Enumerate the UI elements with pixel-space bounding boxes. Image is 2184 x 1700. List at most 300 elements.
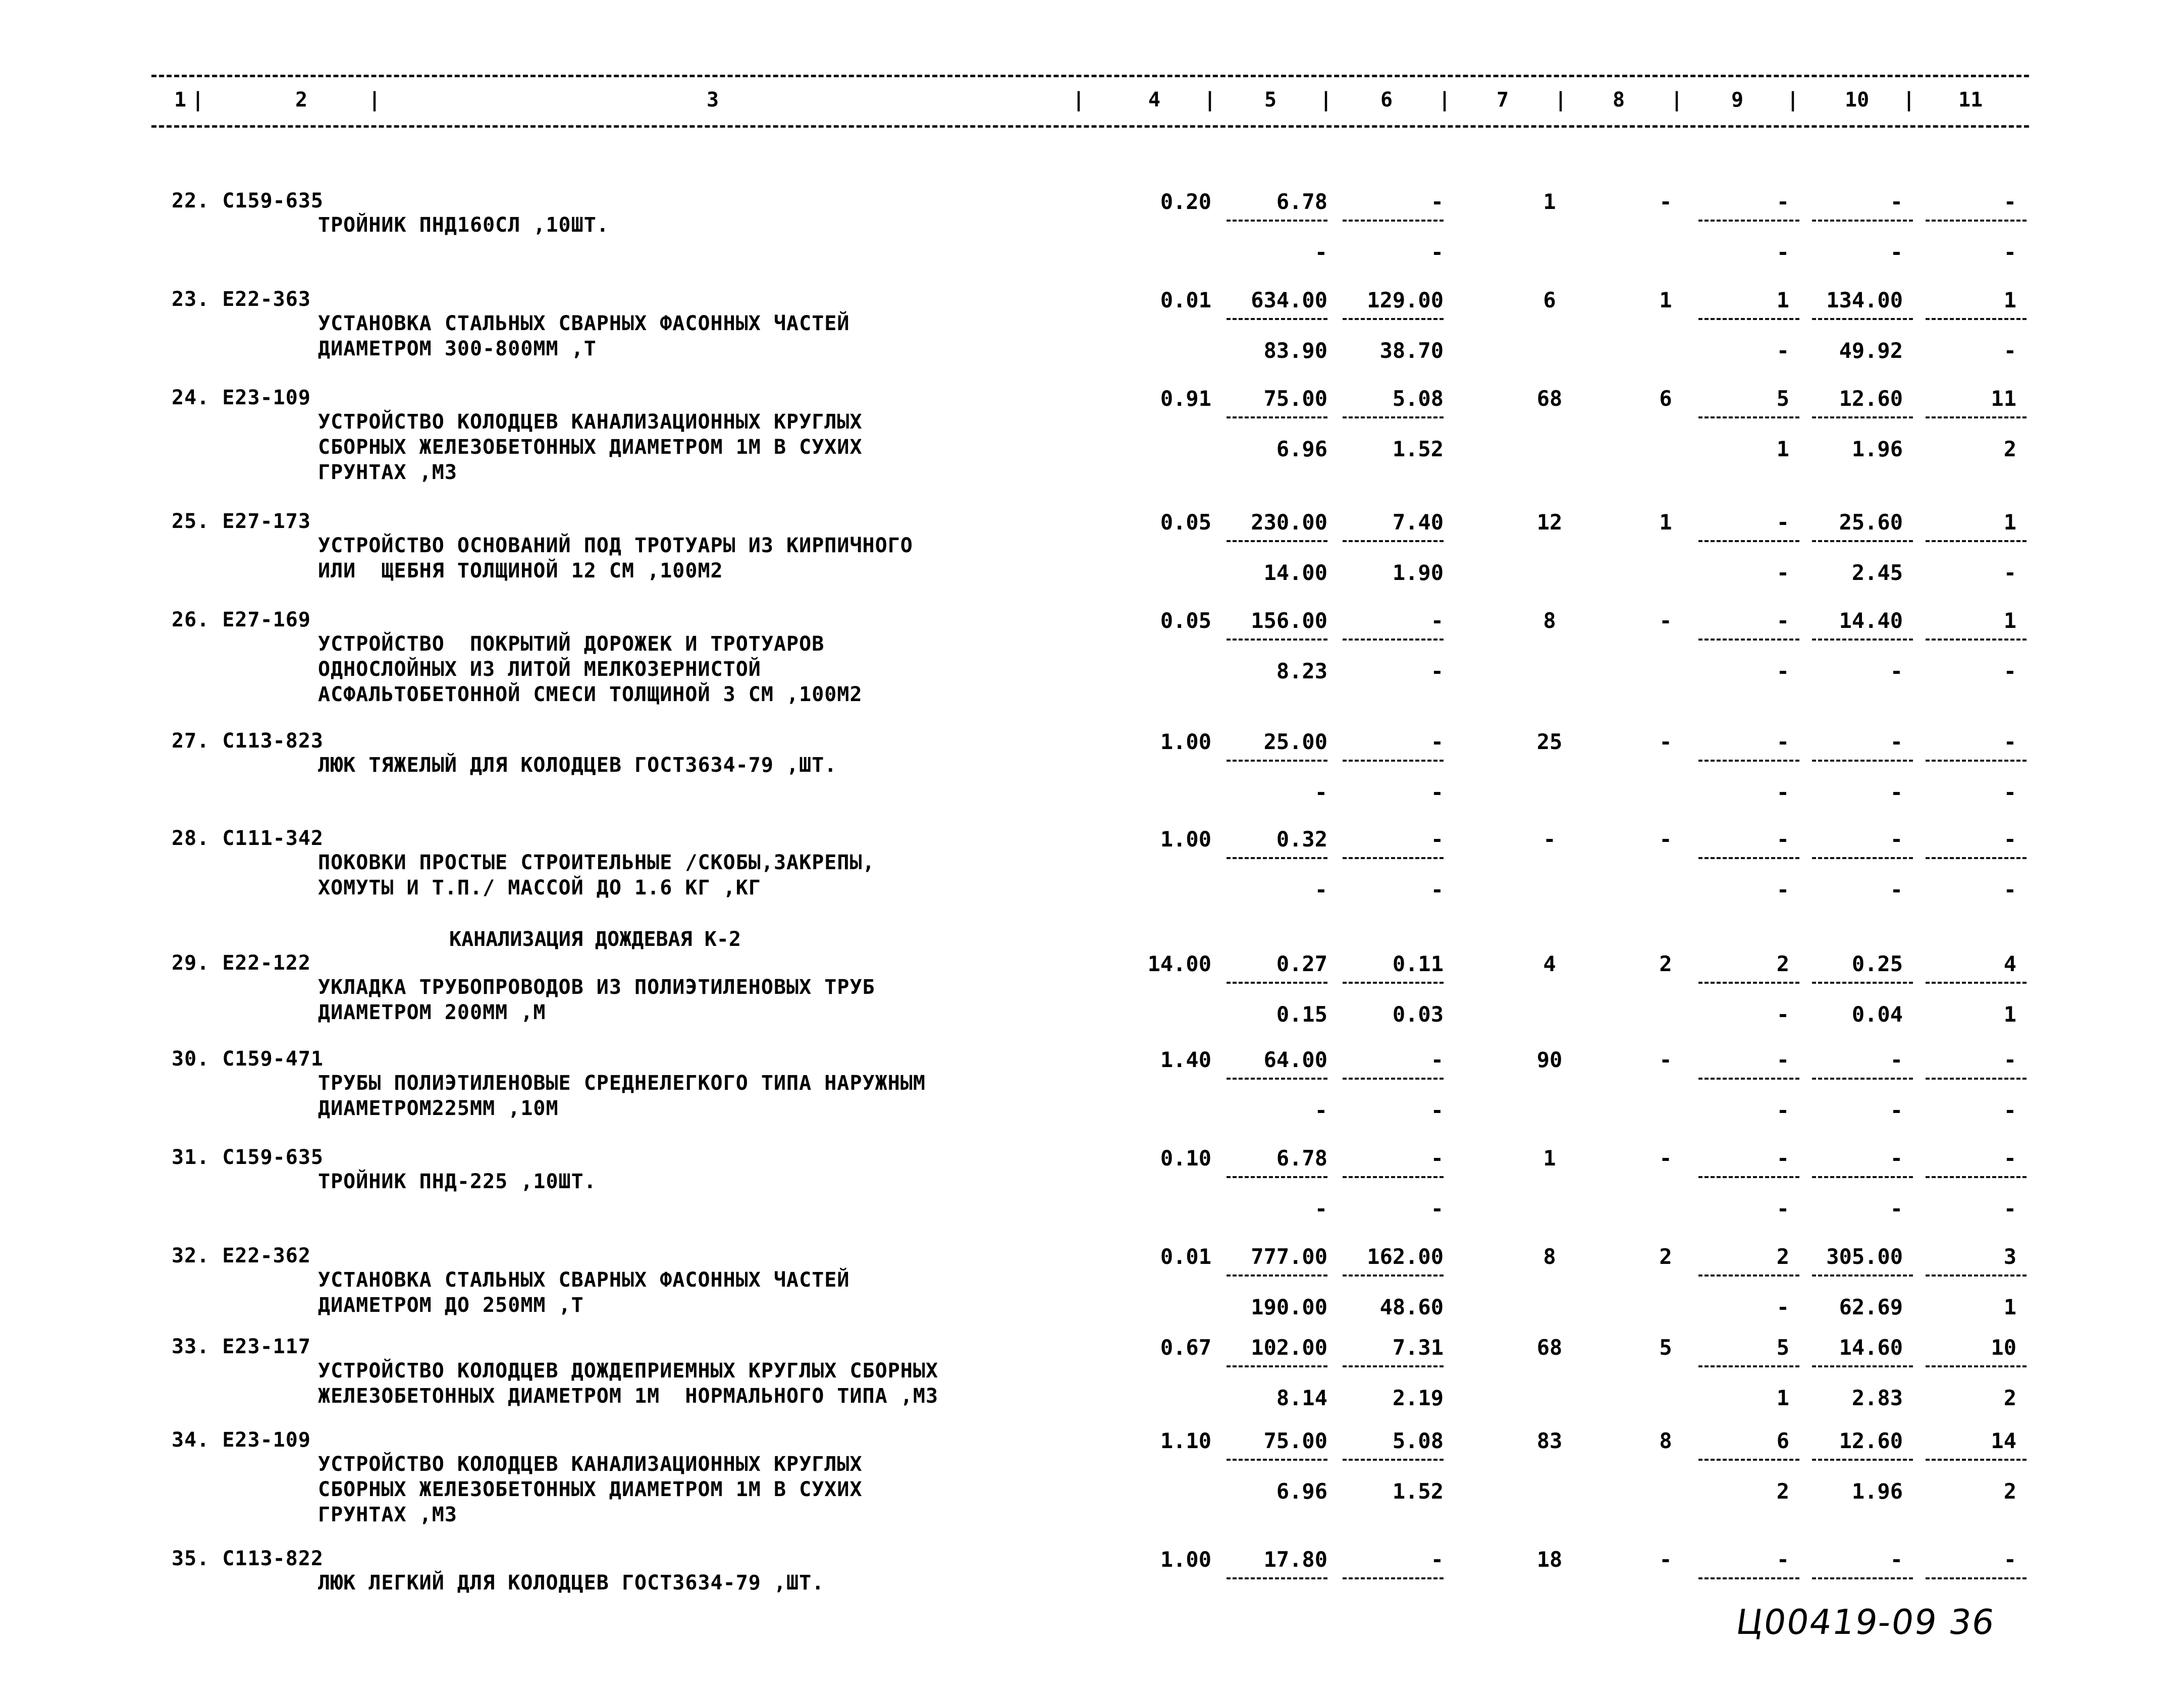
- subtotal-rule: [1227, 1176, 1327, 1178]
- col-11-value: 11: [1991, 386, 2016, 411]
- quantity: 0.91: [1160, 386, 1211, 411]
- col-9-sub: -: [1776, 780, 1789, 805]
- quantity: 1.00: [1160, 729, 1211, 754]
- subtotal-rule: [1812, 760, 1913, 762]
- column-header-7: 7: [1497, 88, 1509, 112]
- subtotal-rule: [1698, 982, 1799, 984]
- unit-price: 102.00: [1251, 1335, 1327, 1360]
- quantity: 0.01: [1160, 288, 1211, 312]
- col-11-sub: -: [2003, 659, 2016, 683]
- column-header-6: 6: [1380, 88, 1393, 112]
- col-11-value: 1: [2003, 510, 2016, 535]
- column-separator: |: [1320, 88, 1333, 112]
- col-11-value: -: [2003, 189, 2016, 214]
- record-description: УСТАНОВКА СТАЛЬНЫХ СВАРНЫХ ФАСОННЫХ ЧАСТЕЙ: [318, 312, 850, 335]
- col-10-sub: -: [1890, 1196, 1903, 1221]
- record-code: 34. Е23-109: [172, 1428, 311, 1452]
- col-11-value: 10: [1991, 1335, 2016, 1360]
- col-7-value: -: [1543, 827, 1556, 852]
- col-10-sub: -: [1890, 1098, 1903, 1123]
- col-10-sub: 2.83: [1851, 1386, 1903, 1410]
- col-7-value: 6: [1543, 288, 1556, 312]
- col-8-value: 2: [1659, 1244, 1672, 1269]
- record-description: ЛЮК ЛЕГКИЙ ДЛЯ КОЛОДЦЕВ ГОСТ3634-79 ,ШТ.: [318, 1571, 825, 1595]
- record-description: ГРУНТАХ ,М3: [318, 461, 457, 484]
- subtotal-rule: [1698, 857, 1799, 859]
- unit-price-sub: -: [1314, 877, 1327, 902]
- subtotal-rule: [1227, 982, 1327, 984]
- wage-cost: -: [1430, 189, 1444, 214]
- col-9-value: -: [1776, 1547, 1789, 1572]
- col-9-sub: -: [1776, 659, 1789, 683]
- subtotal-rule: [1343, 1078, 1444, 1080]
- subtotal-rule: [1812, 220, 1913, 222]
- col-7-value: 8: [1543, 1244, 1556, 1269]
- col-11-sub: -: [2003, 877, 2016, 902]
- col-10-value: -: [1890, 1547, 1903, 1572]
- record-code: 30. С159-471: [172, 1047, 324, 1071]
- col-9-sub: 1: [1776, 1386, 1789, 1410]
- col-9-value: 6: [1776, 1428, 1789, 1453]
- column-header-5: 5: [1264, 88, 1277, 112]
- record-description: ИЛИ ЩЕБНЯ ТОЛЩИНОЙ 12 СМ ,100М2: [318, 559, 723, 582]
- record-code: 23. Е22-363: [172, 288, 311, 311]
- record-description: УСТРОЙСТВО КОЛОДЦЕВ ДОЖДЕПРИЕМНЫХ КРУГЛЫХ СБОРНЫХ: [318, 1359, 939, 1383]
- column-separator: |: [192, 88, 204, 112]
- subtotal-rule: [1227, 760, 1327, 762]
- record-description: ЖЕЛЕЗОБЕТОННЫХ ДИАМЕТРОМ 1М НОРМАЛЬНОГО ТИПА ,М3: [318, 1385, 939, 1408]
- col-9-sub: 1: [1776, 437, 1789, 461]
- subtotal-rule: [1343, 318, 1444, 320]
- subtotal-rule: [1698, 760, 1799, 762]
- unit-price: 75.00: [1263, 386, 1327, 411]
- subtotal-rule: [1227, 1459, 1327, 1461]
- subtotal-rule: [1227, 1274, 1327, 1277]
- subtotal-rule: [1698, 318, 1799, 320]
- subtotal-rule: [1343, 639, 1444, 641]
- record-code: 31. С159-635: [172, 1146, 324, 1169]
- record-code: 29. Е22-122: [172, 951, 311, 975]
- col-9-value: -: [1776, 608, 1789, 633]
- record-description: ДИАМЕТРОМ 200ММ ,М: [318, 1001, 546, 1024]
- subtotal-rule: [1926, 318, 2027, 320]
- subtotal-rule: [1227, 318, 1327, 320]
- col-7-value: 4: [1543, 951, 1556, 976]
- col-7-value: 90: [1536, 1047, 1563, 1072]
- subtotal-rule: [1812, 1365, 1913, 1367]
- unit-price: 75.00: [1263, 1428, 1327, 1453]
- record-code: 35. С113-822: [172, 1547, 324, 1570]
- subtotal-rule: [1926, 540, 2027, 542]
- col-11-sub: 2: [2003, 1386, 2016, 1410]
- record-code: 27. С113-823: [172, 729, 324, 753]
- subtotal-rule: [1926, 1459, 2027, 1461]
- col-9-value: 1: [1776, 288, 1789, 312]
- record-description: УСТРОЙСТВО ОСНОВАНИЙ ПОД ТРОТУАРЫ ИЗ КИРПИЧНОГО: [318, 534, 913, 557]
- subtotal-rule: [1812, 982, 1913, 984]
- subtotal-rule: [1812, 857, 1913, 859]
- wage-cost: -: [1430, 608, 1444, 633]
- subtotal-rule: [1343, 1176, 1444, 1178]
- col-11-sub: 1: [2003, 1002, 2016, 1027]
- subtotal-rule: [1343, 1577, 1444, 1579]
- col-7-value: 1: [1543, 189, 1556, 214]
- wage-cost-sub: 1.90: [1392, 560, 1444, 585]
- wage-cost-sub: 38.70: [1379, 338, 1444, 363]
- subtotal-rule: [1812, 540, 1913, 542]
- subtotal-rule: [1698, 1274, 1799, 1277]
- col-10-value: -: [1890, 827, 1903, 852]
- quantity: 1.40: [1160, 1047, 1211, 1072]
- subtotal-rule: [1698, 1365, 1799, 1367]
- subtotal-rule: [1926, 416, 2027, 418]
- subtotal-rule: [1227, 639, 1327, 641]
- column-header-9: 9: [1731, 88, 1744, 112]
- record-description: ДИАМЕТРОМ 300-800ММ ,Т: [318, 337, 597, 360]
- subtotal-rule: [1227, 857, 1327, 859]
- col-10-sub: 0.04: [1851, 1002, 1903, 1027]
- subtotal-rule: [1698, 1176, 1799, 1178]
- col-10-value: 12.60: [1839, 386, 1903, 411]
- record-description: ТРОЙНИК ПНД160СЛ ,10ШТ.: [318, 214, 609, 237]
- col-9-value: -: [1776, 729, 1789, 754]
- subtotal-rule: [1926, 1176, 2027, 1178]
- wage-cost-sub: 1.52: [1392, 437, 1444, 461]
- record-description: УСТРОЙСТВО ПОКРЫТИЙ ДОРОЖЕК И ТРОТУАРОВ: [318, 632, 825, 656]
- subtotal-rule: [1926, 1274, 2027, 1277]
- col-10-sub: 1.96: [1851, 1479, 1903, 1504]
- unit-price-sub: 6.96: [1276, 437, 1327, 461]
- unit-price: 634.00: [1251, 288, 1327, 312]
- quantity: 14.00: [1147, 951, 1211, 976]
- col-7-value: 68: [1536, 386, 1563, 411]
- subtotal-rule: [1812, 1176, 1913, 1178]
- col-7-value: 18: [1536, 1547, 1563, 1572]
- col-9-sub: -: [1776, 240, 1789, 264]
- subtotal-rule: [1812, 1274, 1913, 1277]
- column-separator: |: [368, 88, 381, 112]
- wage-cost: -: [1430, 1146, 1444, 1171]
- subtotal-rule: [1343, 416, 1444, 418]
- subtotal-rule: [1343, 1459, 1444, 1461]
- subtotal-rule: [1227, 220, 1327, 222]
- wage-cost: 7.31: [1392, 1335, 1444, 1360]
- subtotal-rule: [1698, 220, 1799, 222]
- col-10-sub: 2.45: [1851, 560, 1903, 585]
- col-10-value: 0.25: [1851, 951, 1903, 976]
- subtotal-rule: [1926, 857, 2027, 859]
- col-10-value: -: [1890, 1047, 1903, 1072]
- col-10-sub: -: [1890, 877, 1903, 902]
- record-code: 25. Е27-173: [172, 510, 311, 533]
- col-9-value: -: [1776, 189, 1789, 214]
- col-11-sub: -: [2003, 1098, 2016, 1123]
- quantity: 0.67: [1160, 1335, 1211, 1360]
- wage-cost: 0.11: [1392, 951, 1444, 976]
- subtotal-rule: [1812, 1078, 1913, 1080]
- col-11-sub: -: [2003, 1196, 2016, 1221]
- wage-cost: 7.40: [1392, 510, 1444, 535]
- subtotal-rule: [1343, 982, 1444, 984]
- col-8-value: -: [1659, 1547, 1672, 1572]
- col-10-value: 25.60: [1839, 510, 1903, 535]
- subtotal-rule: [1812, 1577, 1913, 1579]
- wage-cost-sub: -: [1430, 877, 1444, 902]
- subtotal-rule: [1698, 639, 1799, 641]
- subtotal-rule: [1698, 416, 1799, 418]
- record-code: 32. Е22-362: [172, 1244, 311, 1267]
- col-8-value: -: [1659, 729, 1672, 754]
- subtotal-rule: [1698, 1459, 1799, 1461]
- col-10-sub: 62.69: [1839, 1295, 1903, 1319]
- col-8-value: 1: [1659, 288, 1672, 312]
- unit-price: 156.00: [1251, 608, 1327, 633]
- col-10-value: 14.60: [1839, 1335, 1903, 1360]
- col-11-value: 4: [2003, 951, 2016, 976]
- col-8-value: 8: [1659, 1428, 1672, 1453]
- subtotal-rule: [1926, 1577, 2027, 1579]
- unit-price: 0.27: [1276, 951, 1327, 976]
- column-separator: |: [1555, 88, 1567, 112]
- wage-cost-sub: -: [1430, 240, 1444, 264]
- col-10-value: -: [1890, 729, 1903, 754]
- col-9-sub: -: [1776, 877, 1789, 902]
- column-header-10: 10: [1845, 88, 1870, 112]
- subtotal-rule: [1812, 1459, 1913, 1461]
- wage-cost-sub: -: [1430, 1098, 1444, 1123]
- col-9-value: -: [1776, 1047, 1789, 1072]
- wage-cost: -: [1430, 729, 1444, 754]
- quantity: 0.05: [1160, 608, 1211, 633]
- column-separator: |: [1204, 88, 1216, 112]
- col-8-value: 5: [1659, 1335, 1672, 1360]
- subtotal-rule: [1926, 220, 2027, 222]
- column-separator: |: [1439, 88, 1451, 112]
- subtotal-rule: [1698, 1078, 1799, 1080]
- record-description: ГРУНТАХ ,М3: [318, 1503, 457, 1526]
- col-10-value: 305.00: [1826, 1244, 1903, 1269]
- col-10-value: -: [1890, 1146, 1903, 1171]
- col-9-sub: -: [1776, 1002, 1789, 1027]
- subtotal-rule: [1698, 1577, 1799, 1579]
- col-8-value: 2: [1659, 951, 1672, 976]
- record-description: ТРУБЫ ПОЛИЭТИЛЕНОВЫЕ СРЕДНЕЛЕГКОГО ТИПА НАРУЖНЫМ: [318, 1072, 926, 1095]
- record-description: ХОМУТЫ И Т.П./ МАССОЙ ДО 1.6 КГ ,КГ: [318, 876, 761, 899]
- col-9-sub: 2: [1776, 1479, 1789, 1504]
- col-10-value: 134.00: [1826, 288, 1903, 312]
- quantity: 0.05: [1160, 510, 1211, 535]
- unit-price: 17.80: [1263, 1547, 1327, 1572]
- record-description: ПОКОВКИ ПРОСТЫЕ СТРОИТЕЛЬНЫЕ /СКОБЫ,ЗАКРЕПЫ,: [318, 851, 875, 874]
- col-10-value: 14.40: [1839, 608, 1903, 633]
- col-8-value: -: [1659, 608, 1672, 633]
- col-11-sub: -: [2003, 338, 2016, 363]
- record-description: ДИАМЕТРОМ225ММ ,10М: [318, 1097, 559, 1120]
- column-header-3: 3: [707, 88, 719, 112]
- quantity: 1.00: [1160, 1547, 1211, 1572]
- column-header-1: 1: [174, 88, 187, 112]
- col-11-value: 3: [2003, 1244, 2016, 1269]
- quantity: 0.01: [1160, 1244, 1211, 1269]
- col-9-sub: -: [1776, 338, 1789, 363]
- record-description: ОДНОСЛОЙНЫХ ИЗ ЛИТОЙ МЕЛКОЗЕРНИСТОЙ: [318, 658, 761, 681]
- subtotal-rule: [1227, 540, 1327, 542]
- unit-price: 230.00: [1251, 510, 1327, 535]
- column-header-11: 11: [1958, 88, 1983, 112]
- subtotal-rule: [1227, 416, 1327, 418]
- col-9-value: -: [1776, 827, 1789, 852]
- col-9-value: -: [1776, 1146, 1789, 1171]
- quantity: 0.20: [1160, 189, 1211, 214]
- record-description: ТРОЙНИК ПНД-225 ,10ШТ.: [318, 1170, 597, 1193]
- subtotal-rule: [1926, 982, 2027, 984]
- wage-cost-sub: -: [1430, 1196, 1444, 1221]
- wage-cost: 5.08: [1392, 386, 1444, 411]
- unit-price-sub: 8.23: [1276, 659, 1327, 683]
- subtotal-rule: [1343, 1274, 1444, 1277]
- col-10-sub: -: [1890, 780, 1903, 805]
- col-8-value: 6: [1659, 386, 1672, 411]
- record-code: 24. Е23-109: [172, 386, 311, 409]
- wage-cost: 129.00: [1367, 288, 1444, 312]
- record-description: ЛЮК ТЯЖЕЛЫЙ ДЛЯ КОЛОДЦЕВ ГОСТ3634-79 ,ШТ.: [318, 754, 837, 777]
- subtotal-rule: [1343, 540, 1444, 542]
- unit-price-sub: 190.00: [1251, 1295, 1327, 1319]
- unit-price: 6.78: [1276, 1146, 1327, 1171]
- column-separator: |: [1073, 88, 1085, 112]
- column-separator: |: [1787, 88, 1799, 112]
- col-10-sub: 49.92: [1839, 338, 1903, 363]
- subtotal-rule: [1812, 416, 1913, 418]
- quantity: 1.00: [1160, 827, 1211, 852]
- subtotal-rule: [1926, 760, 2027, 762]
- record-description: АСФАЛЬТОБЕТОННОЙ СМЕСИ ТОЛЩИНОЙ 3 СМ ,100М2: [318, 683, 863, 706]
- col-8-value: -: [1659, 189, 1672, 214]
- record-description: СБОРНЫХ ЖЕЛЕЗОБЕТОННЫХ ДИАМЕТРОМ 1М В СУХИХ: [318, 1478, 863, 1501]
- unit-price-sub: 83.90: [1263, 338, 1327, 363]
- header-top-rule: [151, 75, 2029, 77]
- record-description: ДИАМЕТРОМ ДО 250ММ ,Т: [318, 1294, 584, 1317]
- subtotal-rule: [1227, 1365, 1327, 1367]
- record-code: 28. С111-342: [172, 827, 324, 850]
- col-10-sub: 1.96: [1851, 437, 1903, 461]
- unit-price-sub: -: [1314, 1196, 1327, 1221]
- wage-cost-sub: 48.60: [1379, 1295, 1444, 1319]
- column-header-8: 8: [1613, 88, 1625, 112]
- unit-price-sub: -: [1314, 240, 1327, 264]
- col-7-value: 25: [1536, 729, 1563, 754]
- unit-price-sub: 8.14: [1276, 1386, 1327, 1410]
- col-7-value: 8: [1543, 608, 1556, 633]
- subtotal-rule: [1812, 318, 1913, 320]
- col-10-value: -: [1890, 189, 1903, 214]
- col-9-sub: -: [1776, 1295, 1789, 1319]
- subtotal-rule: [1926, 1365, 2027, 1367]
- col-7-value: 1: [1543, 1146, 1556, 1171]
- unit-price: 6.78: [1276, 189, 1327, 214]
- subtotal-rule: [1343, 1365, 1444, 1367]
- unit-price: 777.00: [1251, 1244, 1327, 1269]
- record-code: 22. С159-635: [172, 189, 324, 212]
- wage-cost-sub: 2.19: [1392, 1386, 1444, 1410]
- col-11-value: -: [2003, 827, 2016, 852]
- header-bottom-rule: [151, 125, 2029, 128]
- record-description: УСТРОЙСТВО КОЛОДЦЕВ КАНАЛИЗАЦИОННЫХ КРУГЛЫХ: [318, 1453, 863, 1476]
- unit-price-sub: -: [1314, 1098, 1327, 1123]
- col-11-sub: 2: [2003, 1479, 2016, 1504]
- col-8-value: -: [1659, 1047, 1672, 1072]
- col-7-value: 83: [1536, 1428, 1563, 1453]
- record-description: СБОРНЫХ ЖЕЛЕЗОБЕТОННЫХ ДИАМЕТРОМ 1М В СУХИХ: [318, 436, 863, 459]
- subtotal-rule: [1926, 1078, 2027, 1080]
- wage-cost-sub: 1.52: [1392, 1479, 1444, 1504]
- col-11-sub: 1: [2003, 1295, 2016, 1319]
- wage-cost-sub: -: [1430, 659, 1444, 683]
- unit-price-sub: -: [1314, 780, 1327, 805]
- col-7-value: 68: [1536, 1335, 1563, 1360]
- col-11-sub: -: [2003, 780, 2016, 805]
- subtotal-rule: [1926, 639, 2027, 641]
- subtotal-rule: [1698, 540, 1799, 542]
- col-8-value: -: [1659, 1146, 1672, 1171]
- col-11-value: -: [2003, 729, 2016, 754]
- col-9-value: -: [1776, 510, 1789, 535]
- section-title: КАНАЛИЗАЦИЯ ДОЖДЕВАЯ К-2: [449, 928, 741, 951]
- col-11-value: -: [2003, 1047, 2016, 1072]
- subtotal-rule: [1343, 857, 1444, 859]
- col-11-value: 1: [2003, 288, 2016, 312]
- col-11-sub: -: [2003, 560, 2016, 585]
- col-9-value: 2: [1776, 1244, 1789, 1269]
- col-9-value: 2: [1776, 951, 1789, 976]
- col-10-value: 12.60: [1839, 1428, 1903, 1453]
- col-9-value: 5: [1776, 386, 1789, 411]
- quantity: 1.10: [1160, 1428, 1211, 1453]
- col-9-sub: -: [1776, 1196, 1789, 1221]
- col-11-value: 14: [1991, 1428, 2016, 1453]
- record-description: УСТАНОВКА СТАЛЬНЫХ СВАРНЫХ ФАСОННЫХ ЧАСТЕЙ: [318, 1268, 850, 1292]
- unit-price: 0.32: [1276, 827, 1327, 852]
- col-9-sub: -: [1776, 560, 1789, 585]
- wage-cost-sub: 0.03: [1392, 1002, 1444, 1027]
- record-code: 33. Е23-117: [172, 1335, 311, 1358]
- col-9-value: 5: [1776, 1335, 1789, 1360]
- col-10-sub: -: [1890, 240, 1903, 264]
- col-7-value: 12: [1536, 510, 1563, 535]
- unit-price-sub: 6.96: [1276, 1479, 1327, 1504]
- col-11-sub: -: [2003, 240, 2016, 264]
- subtotal-rule: [1812, 639, 1913, 641]
- subtotal-rule: [1227, 1577, 1327, 1579]
- subtotal-rule: [1227, 1078, 1327, 1080]
- wage-cost-sub: -: [1430, 780, 1444, 805]
- wage-cost: 5.08: [1392, 1428, 1444, 1453]
- wage-cost: -: [1430, 827, 1444, 852]
- col-11-value: -: [2003, 1547, 2016, 1572]
- col-10-sub: -: [1890, 659, 1903, 683]
- unit-price: 64.00: [1263, 1047, 1327, 1072]
- col-11-sub: 2: [2003, 437, 2016, 461]
- record-description: УКЛАДКА ТРУБОПРОВОДОВ ИЗ ПОЛИЭТИЛЕНОВЫХ ТРУБ: [318, 976, 875, 999]
- col-11-value: 1: [2003, 608, 2016, 633]
- quantity: 0.10: [1160, 1146, 1211, 1171]
- col-8-value: 1: [1659, 510, 1672, 535]
- record-code: 26. Е27-169: [172, 608, 311, 631]
- col-8-value: -: [1659, 827, 1672, 852]
- column-separator: |: [1671, 88, 1683, 112]
- col-9-sub: -: [1776, 1098, 1789, 1123]
- unit-price-sub: 14.00: [1263, 560, 1327, 585]
